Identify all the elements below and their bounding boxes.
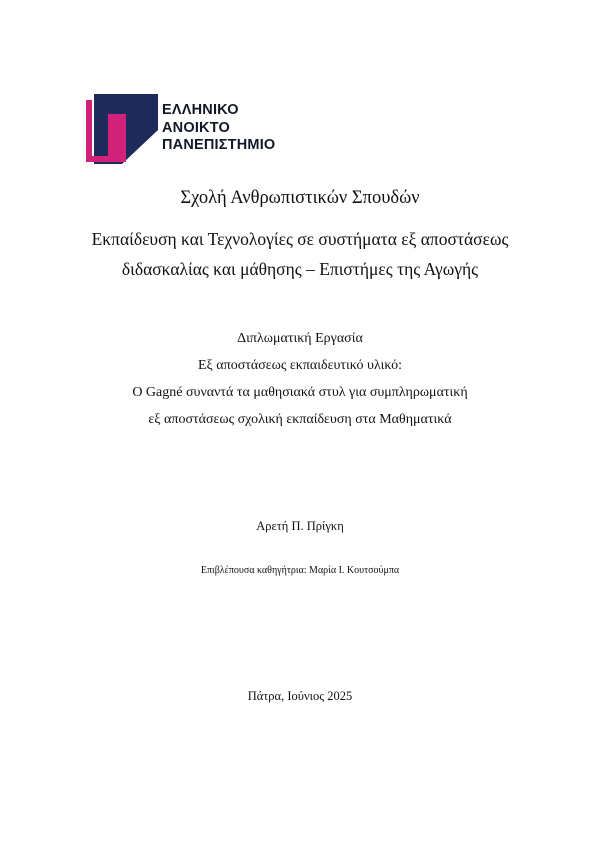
program-name-line-2: διδασκαλίας και μάθησης – Επιστήμες της Αγωγής <box>121 259 479 279</box>
logo-wordmark <box>162 102 275 155</box>
thesis-title-line-2: Ο Gagné συναντά τα μαθησιακά στυλ για συμπληρωματική <box>132 385 468 400</box>
document-type: Διπλωματική Εργασία <box>237 331 363 346</box>
thesis-title-line-3: εξ αποστάσεως σχολική εκπαίδευση στα Μαθηματικά <box>148 412 452 427</box>
university-logo <box>86 92 276 164</box>
logo-line-1: ΕΛΛΗΝΙΚΟ <box>162 102 239 118</box>
place-and-date: Πάτρα, Ιούνιος 2025 <box>247 689 353 703</box>
supervisor: Επιβλέπουσα καθηγήτρια: Μαρία Ι. Κουτσούμπα <box>200 565 400 576</box>
author-name: Αρετή Π. Πρίγκη <box>256 519 344 533</box>
program-name-line-1: Εκπαίδευση και Τεχνολογίες σε συστήματα εξ αποστάσεως <box>91 229 509 249</box>
logo-line-3: ΠΑΝΕΠΙΣΤΗΜΙΟ <box>162 137 276 153</box>
school-name: Σχολή Ανθρωπιστικών Σπουδών <box>180 188 420 208</box>
logo-line-2: ΑΝΟΙΚΤΟ <box>162 119 230 136</box>
university-logo-icon <box>86 92 158 164</box>
thesis-title-line-1: Εξ αποστάσεως εκπαιδευτικό υλικό: <box>198 358 402 373</box>
